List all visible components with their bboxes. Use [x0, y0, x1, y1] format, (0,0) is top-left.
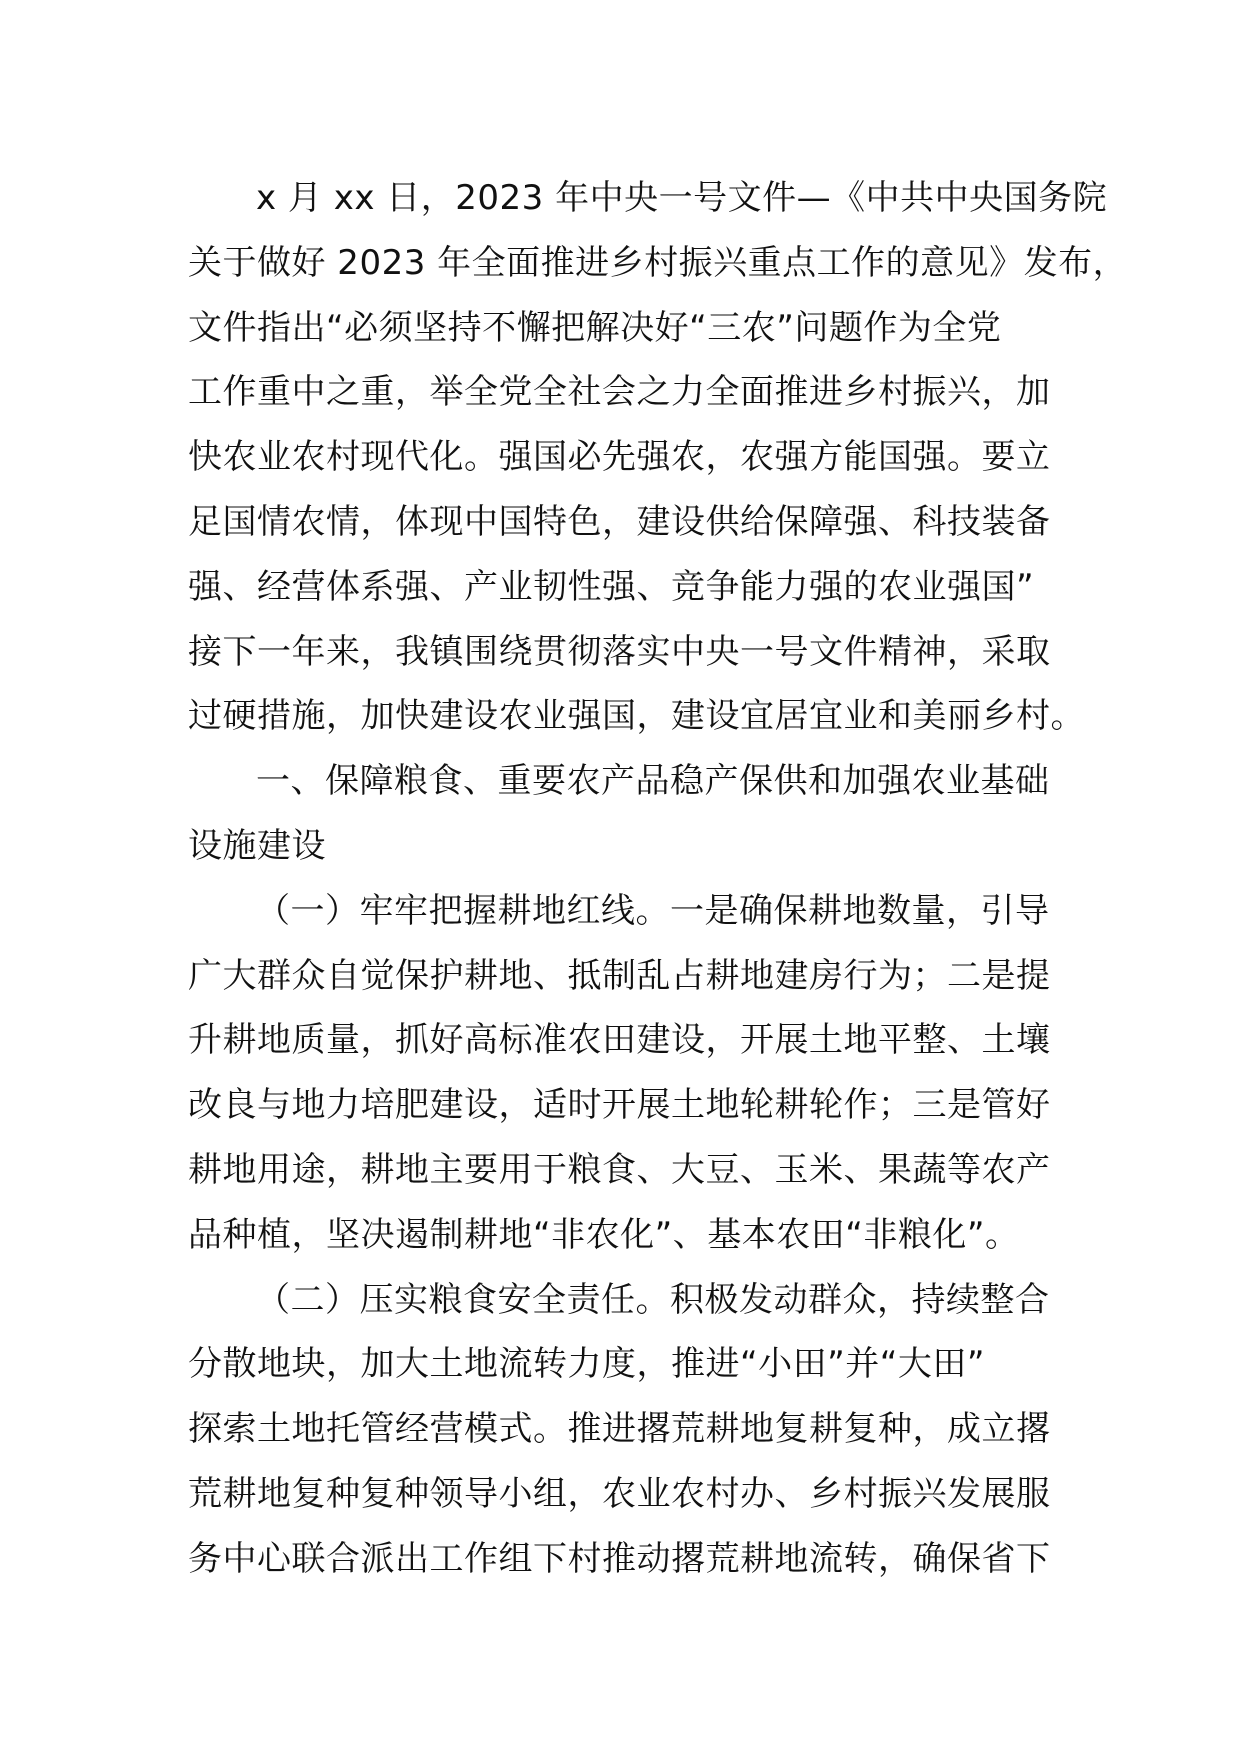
paragraph-line: 品种植，坚决遏制耕地“非农化”、基本农田“非粮化”。 — [188, 1214, 1020, 1255]
paragraph-line: 荒耕地复种复种领导小组，农业农村办、乡村振兴发展服 — [188, 1473, 1051, 1514]
paragraph-line: 改良与地力培肥建设，适时开展土地轮耕轮作；三是管好 — [188, 1085, 1051, 1126]
paragraph-line: 接下一年来，我镇围绕贯彻落实中央一号文件精神，采取 — [188, 631, 1051, 672]
section-heading-line: 一、保障粮食、重要农产品稳产保供和加强农业基础 — [256, 761, 1050, 802]
subsection-line: （一）牢牢把握耕地红线。一是确保耕地数量，引导 — [256, 890, 1050, 931]
paragraph-line: x 月 xx 日，2023 年中央一号文件—《中共中央国务院 — [256, 178, 1108, 218]
paragraph-line: 工作重中之重，举全党全社会之力全面推进乡村振兴，加 — [188, 372, 1051, 413]
paragraph-line: 强、经营体系强、产业韧性强、竞争能力强的农业强国” — [188, 566, 1035, 607]
paragraph-line: 探索土地托管经营模式。推进撂荒耕地复耕复种，成立撂 — [188, 1409, 1051, 1450]
paragraph-line: 务中心联合派出工作组下村推动撂荒耕地流转，确保省下 — [188, 1538, 1051, 1579]
paragraph-line: 关于做好 2023 年全面推进乡村振兴重点工作的意见》发布， — [188, 242, 1128, 283]
section-heading-line: 设施建设 — [188, 825, 326, 866]
paragraph-line: 过硬措施，加快建设农业强国，建设宜居宜业和美丽乡村。 — [188, 696, 1085, 737]
paragraph-line: 足国情农情，体现中国特色，建设供给保障强、科技装备 — [188, 501, 1051, 542]
subsection-line: （二）压实粮食安全责任。积极发动群众，持续整合 — [256, 1279, 1050, 1320]
paragraph-line: 广大群众自觉保护耕地、抵制乱占耕地建房行为；二是提 — [188, 955, 1051, 996]
paragraph-line: 文件指出“必须坚持不懈把解决好“三农”问题作为全党 — [188, 307, 1002, 348]
document-body — [188, 166, 1128, 1592]
paragraph-line: 分散地块，加大土地流转力度，推进“小田”并“大田” — [188, 1344, 985, 1385]
paragraph-line: 快农业农村现代化。强国必先强农，农强方能国强。要立 — [188, 437, 1051, 478]
paragraph-line: 升耕地质量，抓好高标准农田建设，开展土地平整、土壤 — [188, 1020, 1051, 1061]
paragraph-line: 耕地用途，耕地主要用于粮食、大豆、玉米、果蔬等农产 — [188, 1149, 1051, 1190]
